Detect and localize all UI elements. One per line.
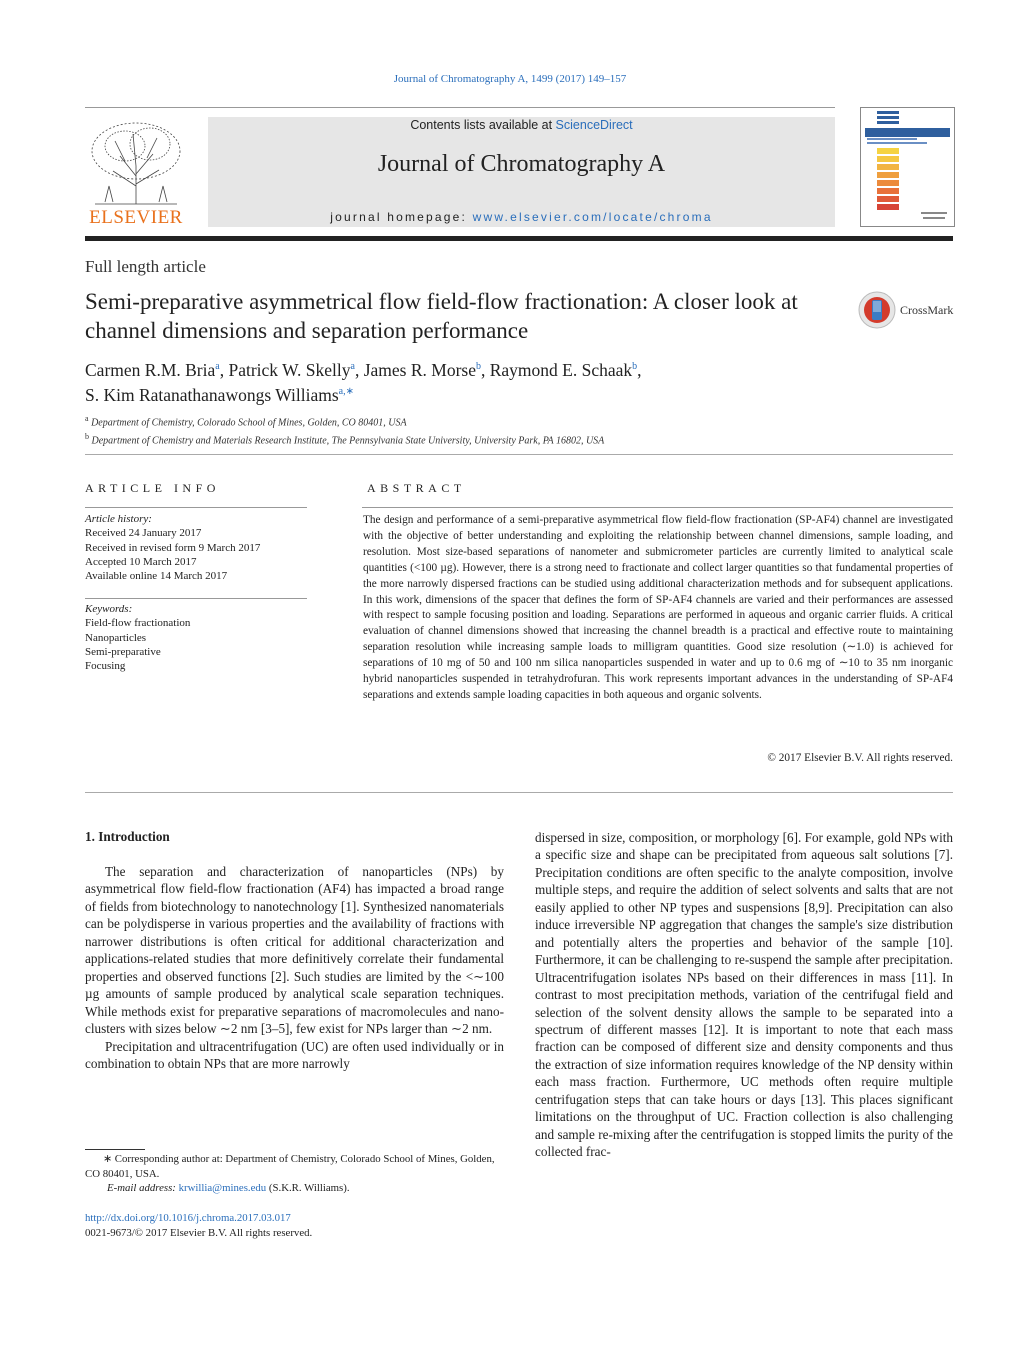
affiliation-b	[85, 430, 604, 448]
author-affiliation-marker[interactable]: a	[215, 361, 220, 372]
body-paragraph: Precipitation and ultracentrifugation (UC) are often used individually or in combination to obtain NPs that are more narrowly	[85, 1038, 504, 1071]
header-divider	[85, 107, 835, 108]
email-label: E-mail address:	[107, 1182, 176, 1195]
history-item: Received 24 January 2017	[85, 527, 202, 540]
article-type: Full length article	[85, 257, 206, 276]
sciencedirect-link[interactable]: ScienceDirect	[555, 118, 633, 132]
email-link[interactable]: krwillia@mines.edu	[178, 1182, 267, 1195]
article-info-rule	[85, 507, 307, 508]
abstract-copyright: © 2017 Elsevier B.V. All rights reserved.	[767, 752, 953, 764]
article-info-heading: ARTICLE INFO	[85, 481, 220, 495]
author-affiliation-marker[interactable]: b	[475, 361, 481, 372]
history-item: Accepted 10 March 2017	[85, 555, 197, 568]
history-item: Available online 14 March 2017	[85, 570, 228, 583]
keywords	[85, 602, 190, 673]
keyword: Nanoparticles	[85, 631, 147, 644]
elsevier-wordmark: ELSEVIER	[89, 207, 183, 228]
body-paragraph: dispersed in size, composition, or morphology [6]. For example, gold NPs with a specific size and shape can be precipitated from aqueous salt solutions [7]. Precipitation conditions are often specific to the analyte composition, involve multiple steps, and require the addition of select solvents and salts that are not easily applied to other NP types and suspensions [8,9]. Precipitation can also induce irreversible NP aggregation that changes the sample's size distribution and potentially alters the properties and behavior of the sample [10]. Furthermore, it can be challenging to re-suspend the sample after precipitation. Ultracentrifugation isolates NPs based on their differences in mass [11]. In contrast to most precipitation methods, variation of the centrifugal field and selection of the solvent density allows the sample to be separated into a spectrum of different masses [12]. It is important to note that each mass fraction can be composed of different size and density components and thus the extraction of size information requires knowledge of the NP density within each mass fraction. Furthermore, UC methods often require multiple centrifugation steps that can take hours or days [13]. This places significant limitations on the throughput of UC. Fraction collection is also challenging and sample re-mixing after the centrifugation is stopped limits the purity of the collected frac-	[535, 830, 953, 1160]
author-affiliation-marker[interactable]: a,∗	[338, 385, 354, 397]
author-name[interactable]: Carmen R.M. Bria	[85, 359, 216, 380]
masthead-rule	[85, 236, 953, 241]
keyword: Semi-preparative	[85, 645, 161, 658]
journal-title: Journal of Chromatography A	[377, 151, 666, 177]
affiliations	[85, 412, 604, 449]
contents-line	[208, 118, 835, 132]
abstract-text: The design and performance of a semi-preparative asymmetrical flow field-flow fractionation (SP-AF4) channel are investigated with the objective of better understanding and exploiting the relationship between channel dimensions, sample loading, and resolution. Most size-based separations of nanometer and submicrometer particles are currently limited to analytical scale quantities (<100 µg). However, there is a strong need to fractionate and collect larger quantities so that fundamental properties of the more narrowly dispersed fractions can be studied using additional characterization methods and for subsequent applications. In this work, dimensions of the spacer that defines the form of SP-AF4 channels are varied and their performances are assessed with respect to sample focusing position and loading. Separations are performed in aqueous and organic carrier fluids. A critical evaluation of channel dimensions showed that increasing the channel breadth is a practical and effective route to maintaining separation resolution while increasing sample loads to milligram quantities. Good size resolution (∼1.0) is achieved for separations of 10 mg of 50 and 100 nm silica nanoparticles suspended in water and up to 0.6 mg of ∼10 to 35 nm inorganic hybrid nanoparticles suspended in tetrahydrofuran. This work represents important advances in the understanding of SP-AF4 separations and extends sample loading capacities in both aqueous and organic solvents.	[363, 514, 953, 701]
affiliation-text: Department of Chemistry, Colorado School of Mines, Golden, CO 80401, USA	[91, 417, 407, 429]
corresponding-text: Corresponding author at: Department of Chemistry, Colorado School of Mines, Golden, CO 80401, USA.	[85, 1153, 495, 1180]
doi-block	[85, 1211, 312, 1240]
abstract-heading: ABSTRACT	[367, 481, 466, 495]
section-heading: 1. Introduction	[85, 829, 170, 844]
journal-cover-thumbnail[interactable]	[860, 107, 955, 227]
section-divider	[85, 454, 953, 455]
affiliation-marker: a	[85, 414, 89, 423]
footnote-marker: ∗	[103, 1153, 113, 1165]
footnote-rule	[85, 1149, 145, 1150]
body-column-right	[535, 829, 953, 1161]
abstract-rule	[362, 507, 953, 508]
doi-link[interactable]: http://dx.doi.org/10.1016/j.chroma.2017.03.017	[85, 1212, 291, 1224]
contents-prefix: Contents lists available at	[410, 118, 556, 132]
body-divider	[85, 792, 953, 793]
article-history	[85, 512, 260, 583]
body-paragraph: The separation and characterization of nanoparticles (NPs) by asymmetrical flow field-flow fractionation (AF4) has impacted a broad range of fields from biotechnology to nanotechnology [1]. Synthesized nanomaterials can be polydisperse in various properties and the availability of fractions with narrower distributions is often critical for additional characterization and applications-related studies that more definitively correlate their fundamental properties and observed functions [2]. Such studies are limited by the <∼100 µg amounts of sample produced by analytical scale separation techniques. While methods exist for preparative separations of macromolecules and nano-clusters with sizes below ∼2 nm [3–5], few exist for NPs larger than ∼2 nm.	[85, 864, 504, 1037]
keywords-label: Keywords:	[85, 603, 133, 615]
keywords-rule	[85, 598, 307, 599]
email-suffix: (S.K.R. Williams).	[268, 1182, 350, 1195]
keyword: Field-flow fractionation	[85, 617, 191, 630]
author-affiliation-marker[interactable]: a	[350, 361, 355, 372]
keyword: Focusing	[85, 660, 126, 673]
corresponding-footnote	[85, 1152, 504, 1196]
author-name[interactable]: Patrick W. Skelly	[228, 359, 351, 380]
body-column-left	[85, 863, 504, 1072]
email-line	[85, 1181, 504, 1196]
author-affiliation-marker[interactable]: b	[632, 361, 638, 372]
crossmark-icon	[858, 291, 896, 329]
issn-line: 0021-9673/© 2017 Elsevier B.V. All rights reserved.	[85, 1226, 313, 1239]
author-name[interactable]: Raymond E. Schaak	[489, 359, 633, 380]
crossmark-badge[interactable]	[858, 291, 953, 329]
affiliation-a	[85, 412, 604, 430]
affiliation-marker: b	[85, 432, 89, 442]
history-item: Received in revised form 9 March 2017	[85, 541, 261, 554]
author-name[interactable]: S. Kim Ratanathanawongs Williams	[85, 384, 339, 405]
homepage-line	[208, 210, 835, 224]
journal-masthead	[208, 117, 835, 227]
crossmark-label: CrossMark	[900, 302, 954, 317]
author-name[interactable]: James R. Morse	[363, 359, 476, 380]
affiliation-text: Department of Chemistry and Materials Research Institute, The Pennsylvania State University, University Park, PA 16802, USA	[91, 435, 605, 447]
article-title: Semi-preparative asymmetrical flow field-flow fractionation: A closer look at channel dimensions and separation performance	[85, 289, 798, 343]
homepage-link[interactable]: www.elsevier.com/locate/chroma	[472, 210, 713, 224]
corresponding-note	[85, 1152, 504, 1181]
history-label: Article history:	[85, 513, 152, 525]
journal-reference[interactable]: Journal of Chromatography A, 1499 (2017) 149–157	[393, 73, 627, 85]
author-list: Carmen R.M. Bria$^a$, Patrick W. Skelly$^a$, James R. Morse$^b$, Raymond E. Schaak$^b$, S. Kim Ratanathanawongs Williams$^{a,∗}$	[85, 359, 642, 405]
homepage-prefix: journal homepage:	[330, 210, 473, 224]
